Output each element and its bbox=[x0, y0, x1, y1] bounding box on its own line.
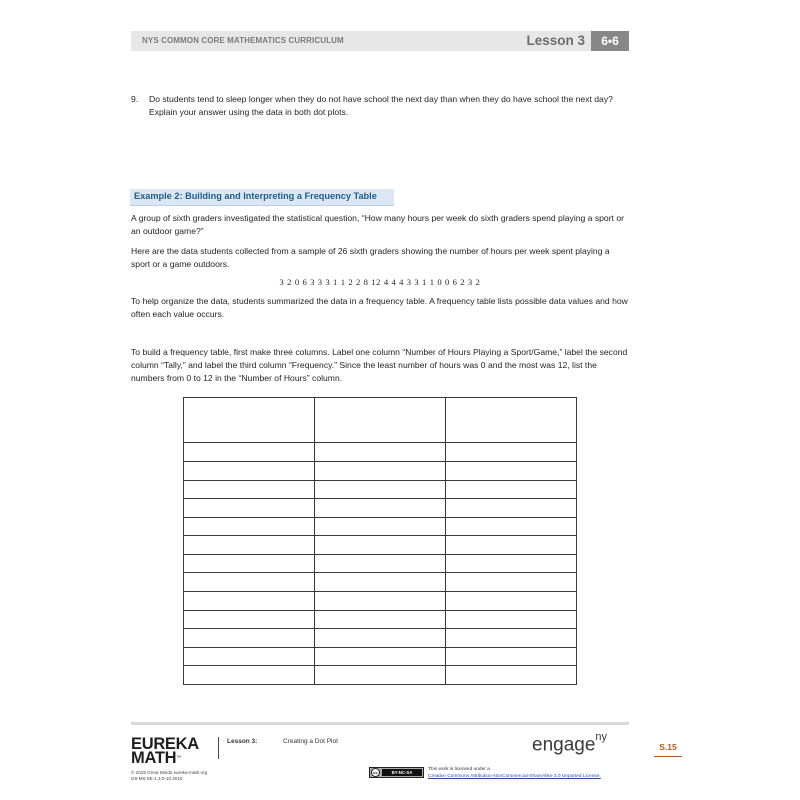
logo-line-2-text: MATH bbox=[131, 749, 177, 767]
question-number: 9. bbox=[131, 94, 139, 104]
table-cell[interactable] bbox=[315, 517, 446, 536]
table-cell[interactable] bbox=[184, 480, 315, 499]
license-text: This work is licensed under a bbox=[428, 767, 490, 772]
table-cell[interactable] bbox=[184, 554, 315, 573]
table-cell[interactable] bbox=[446, 592, 577, 611]
table-row bbox=[184, 554, 577, 573]
footer-separator bbox=[218, 737, 219, 759]
table-cell[interactable] bbox=[446, 536, 577, 555]
table-cell[interactable] bbox=[184, 573, 315, 592]
table-row bbox=[184, 629, 577, 648]
table-cell[interactable] bbox=[446, 666, 577, 685]
table-cell[interactable] bbox=[184, 462, 315, 481]
frequency-table-intro: To help organize the data, students summarized the data in a frequency table. A frequency table lists possible data values and how often each value occurs. bbox=[131, 296, 628, 319]
table-cell[interactable] bbox=[446, 647, 577, 666]
table-cell[interactable] bbox=[315, 629, 446, 648]
table-row bbox=[184, 536, 577, 555]
table-cell[interactable] bbox=[315, 592, 446, 611]
table-cell[interactable] bbox=[446, 573, 577, 592]
table-cell[interactable] bbox=[315, 610, 446, 629]
table-cell[interactable] bbox=[184, 592, 315, 611]
table-row bbox=[184, 610, 577, 629]
table-cell[interactable] bbox=[315, 573, 446, 592]
footer-lesson-label: Lesson 3: bbox=[227, 738, 258, 745]
data-description-paragraph: Here are the data students collected from a sample of 26 sixth graders showing the number of hours per week spent playing a sport or a game outdoors. bbox=[131, 246, 610, 269]
engage-superscript: ny bbox=[595, 731, 608, 743]
example-heading-text: Example 2: Building and Interpreting a Frequency Table bbox=[134, 191, 377, 201]
table-cell[interactable] bbox=[446, 629, 577, 648]
page-number-underline bbox=[654, 756, 682, 757]
table-header-row bbox=[184, 398, 577, 443]
table-cell[interactable] bbox=[315, 499, 446, 518]
table-cell[interactable] bbox=[446, 462, 577, 481]
table-cell[interactable] bbox=[315, 462, 446, 481]
example-intro-paragraph: A group of sixth graders investigated the statistical question, “How many hours per week do sixth graders spend playing a sport or an outdoor game?” bbox=[131, 213, 624, 236]
table-row bbox=[184, 499, 577, 518]
document-id: G6-M6-SE-1.3.0-10.2015 bbox=[131, 775, 183, 781]
trademark-mark: ™ bbox=[176, 755, 181, 761]
creative-commons-badge[interactable] bbox=[369, 767, 424, 778]
table-row bbox=[184, 647, 577, 666]
table-cell[interactable] bbox=[315, 647, 446, 666]
table-cell[interactable] bbox=[184, 398, 315, 443]
table-cell[interactable] bbox=[184, 536, 315, 555]
table-cell[interactable] bbox=[315, 666, 446, 685]
curriculum-title: NYS COMMON CORE MATHEMATICS CURRICULUM bbox=[142, 36, 344, 45]
table-cell[interactable] bbox=[446, 443, 577, 462]
copyright-line: © 2015 Great Minds eureka-math.org bbox=[131, 770, 208, 775]
table-cell[interactable] bbox=[184, 443, 315, 462]
example-heading bbox=[130, 189, 394, 206]
eureka-math-logo bbox=[131, 737, 199, 765]
engageny-logo bbox=[532, 731, 608, 756]
table-cell[interactable] bbox=[446, 610, 577, 629]
table-row bbox=[184, 517, 577, 536]
grade-module-badge: 6•6 bbox=[591, 31, 629, 51]
table-cell[interactable] bbox=[315, 554, 446, 573]
copyright-notice bbox=[131, 770, 207, 781]
data-values: 3 2 0 6 3 3 3 1 1 2 2 8 12 4 4 4 3 3 1 1 0 0 6 2 3 2 bbox=[279, 277, 481, 287]
table-cell[interactable] bbox=[315, 536, 446, 555]
cc-icon: cc bbox=[371, 768, 380, 777]
build-table-instructions: To build a frequency table, first make three columns. Label one column “Number of Hours Playing a Sport/Game,” label the second column “Tally,” and label the third column “Frequency.” Since the least number of hours was 0 and the most was 12, list the numbers from 0 to 12 in the “Number of Hours” column. bbox=[131, 347, 628, 383]
table-cell[interactable] bbox=[184, 499, 315, 518]
page-number: S.15 bbox=[659, 742, 677, 752]
table-cell[interactable] bbox=[446, 499, 577, 518]
table-row bbox=[184, 462, 577, 481]
footer-lesson-title: Creating a Dot Plot bbox=[283, 738, 338, 745]
table-cell[interactable] bbox=[315, 398, 446, 443]
engage-text: engage bbox=[532, 734, 596, 756]
table-cell[interactable] bbox=[446, 554, 577, 573]
lesson-label: Lesson 3 bbox=[526, 33, 585, 48]
page-header bbox=[131, 31, 629, 51]
table-cell[interactable] bbox=[184, 647, 315, 666]
table-cell[interactable] bbox=[184, 610, 315, 629]
table-row bbox=[184, 592, 577, 611]
footer-divider bbox=[131, 722, 629, 725]
question-text: Do students tend to sleep longer when they do not have school the next day than when they do have school the next day? Explain your answer using the data in both dot plots. bbox=[149, 94, 613, 117]
table-row bbox=[184, 666, 577, 685]
table-row bbox=[184, 480, 577, 499]
table-cell[interactable] bbox=[315, 443, 446, 462]
frequency-table bbox=[183, 397, 577, 685]
table-cell[interactable] bbox=[446, 480, 577, 499]
table-cell[interactable] bbox=[446, 517, 577, 536]
logo-line-2 bbox=[131, 751, 199, 765]
table-cell[interactable] bbox=[184, 666, 315, 685]
table-cell[interactable] bbox=[184, 517, 315, 536]
license-notice bbox=[428, 766, 601, 780]
license-link[interactable]: Creative Commons Attribution-NonCommercial-ShareAlike 3.0 Unported License. bbox=[428, 774, 601, 779]
table-cell[interactable] bbox=[184, 629, 315, 648]
table-row bbox=[184, 573, 577, 592]
table-cell[interactable] bbox=[446, 398, 577, 443]
cc-license-label: BY-NC-SA bbox=[382, 769, 422, 776]
logo-line-1: EUREKA bbox=[131, 735, 199, 753]
table-cell[interactable] bbox=[315, 480, 446, 499]
table-row bbox=[184, 443, 577, 462]
